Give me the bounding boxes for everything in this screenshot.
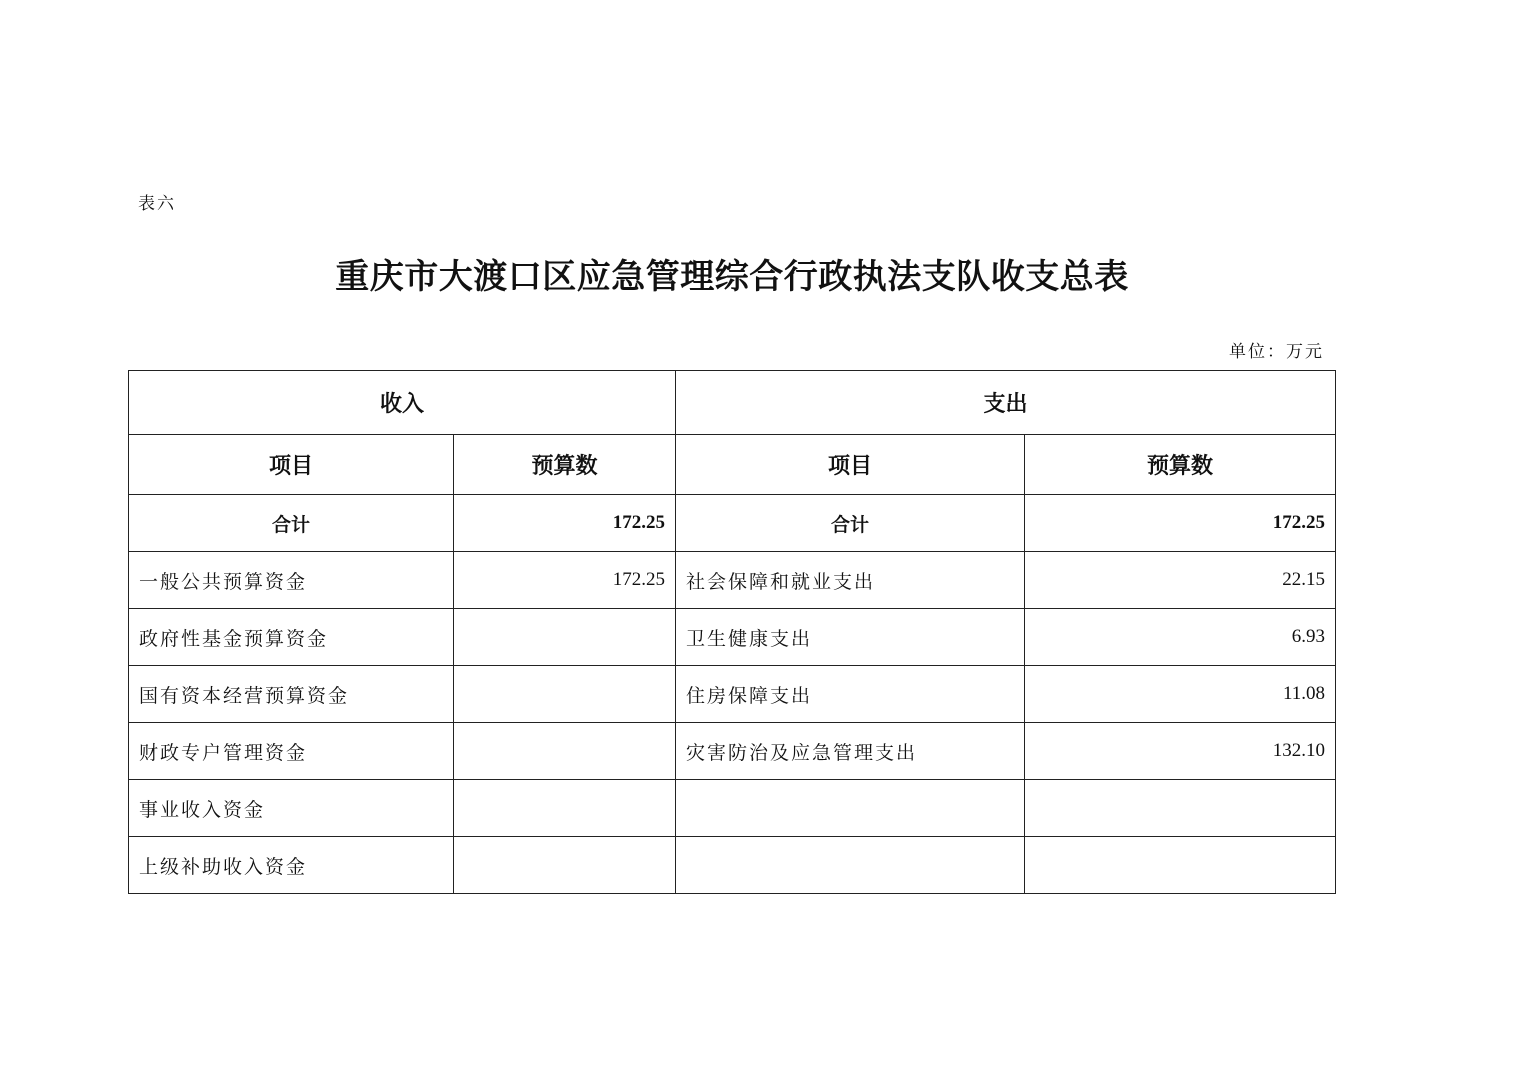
expense-item-amount: 11.08 (1025, 666, 1336, 723)
table-row (129, 780, 1336, 837)
expense-item-amount: 22.15 (1025, 552, 1336, 609)
income-amount-header: 预算数 (454, 435, 676, 495)
expense-group-header: 支出 (676, 371, 1336, 435)
table-number: 表六 (138, 194, 176, 214)
expense-total-label: 合计 (676, 495, 1025, 552)
income-item-amount (454, 837, 676, 894)
total-row (129, 495, 1336, 552)
expense-item-label (676, 837, 1025, 894)
table-row (129, 837, 1336, 894)
table-row (129, 609, 1336, 666)
expense-item-header: 项目 (676, 435, 1025, 495)
income-total-label: 合计 (129, 495, 454, 552)
expense-total-amount: 172.25 (1025, 495, 1336, 552)
income-group-header: 收入 (129, 371, 676, 435)
income-item-label: 政府性基金预算资金 (129, 609, 454, 666)
table-row (129, 666, 1336, 723)
income-item-label: 财政专户管理资金 (129, 723, 454, 780)
income-item-amount (454, 666, 676, 723)
column-header-row (129, 435, 1336, 495)
income-item-label: 一般公共预算资金 (129, 552, 454, 609)
expense-amount-header: 预算数 (1025, 435, 1336, 495)
expense-item-label (676, 780, 1025, 837)
income-item-header: 项目 (129, 435, 454, 495)
table-row (129, 552, 1336, 609)
income-item-amount (454, 723, 676, 780)
income-item-amount: 172.25 (454, 552, 676, 609)
document-title: 重庆市大渡口区应急管理综合行政执法支队收支总表 (335, 257, 1129, 297)
expense-item-label: 住房保障支出 (676, 666, 1025, 723)
budget-summary-table (128, 370, 1336, 894)
expense-item-amount: 6.93 (1025, 609, 1336, 666)
income-item-amount (454, 780, 676, 837)
table-row (129, 723, 1336, 780)
expense-item-amount (1025, 780, 1336, 837)
expense-item-label: 社会保障和就业支出 (676, 552, 1025, 609)
expense-item-amount (1025, 837, 1336, 894)
unit-label: 单位：万元 (1229, 342, 1324, 362)
expense-item-label: 灾害防治及应急管理支出 (676, 723, 1025, 780)
income-total-amount: 172.25 (454, 495, 676, 552)
expense-item-amount: 132.10 (1025, 723, 1336, 780)
income-item-label: 国有资本经营预算资金 (129, 666, 454, 723)
expense-item-label: 卫生健康支出 (676, 609, 1025, 666)
group-header-row (129, 371, 1336, 435)
income-item-amount (454, 609, 676, 666)
income-item-label: 上级补助收入资金 (129, 837, 454, 894)
income-item-label: 事业收入资金 (129, 780, 454, 837)
